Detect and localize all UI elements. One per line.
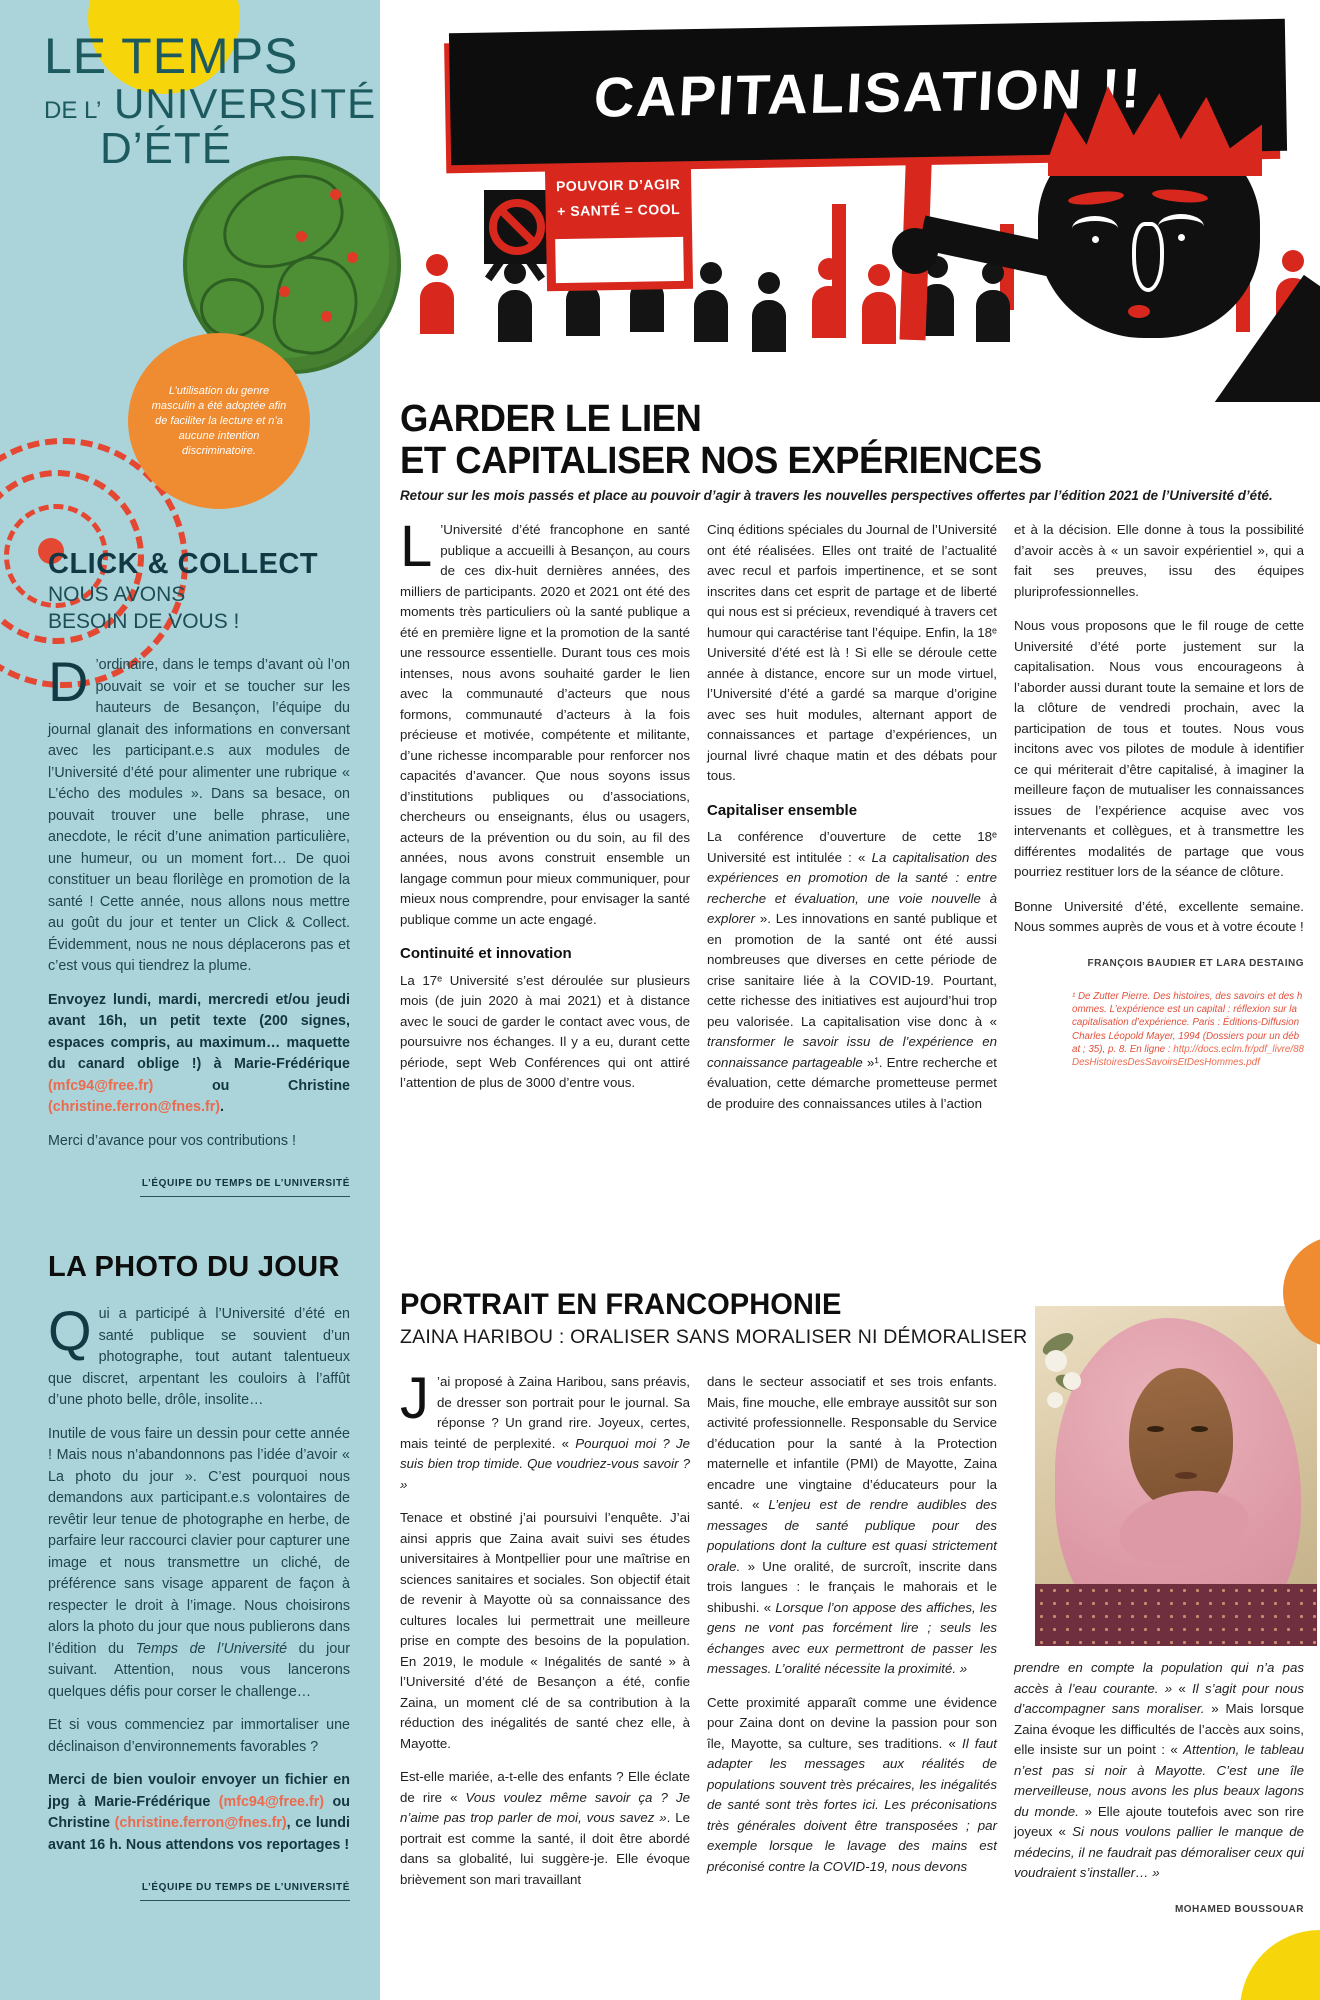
portrait-paragraph: Est-elle mariée, a-t-elle des enfants ? Elle éclate de rire « Vous voulez même savoir ça ? Je n’aime pas trop parler de moi, vous savez ». Le portrait est comme la santé, il doit être abordé dans sa globalité, lui suggère-je. Elle évoque brièvement son mari travaillant (400, 1769, 690, 1887)
pouvoir-dagir-sign (545, 167, 693, 292)
divider (140, 1900, 350, 1901)
character-mouth (1128, 305, 1150, 318)
divider (140, 1196, 350, 1197)
click-collect-body (48, 650, 350, 1152)
crowd-figure (752, 272, 786, 352)
flower-decoration (1063, 1372, 1081, 1390)
click-collect-cta: Envoyez lundi, mardi, mercredi et/ou jeudi avant 16h, un petit texte (200 signes, espaces compris, au maximum… maquette du canard oblige !) à Marie-Frédérique (mfc94@free.fr) ou Christine (christine.ferron@fnes.fr). (48, 991, 350, 1115)
article-subhead: Continuité et innovation (400, 945, 572, 962)
face (1129, 1368, 1233, 1510)
protest-illustration (380, 0, 1320, 402)
sign-line-1: POUVOIR D’AGIR (555, 175, 681, 195)
dropcap: D (48, 650, 89, 713)
portrait-column-3 (1014, 1658, 1304, 1920)
article-headline-line1: GARDER LE LIEN (400, 398, 702, 440)
gender-note-text: L’utilisation du genre masculin a été adoptée afin de faciliter la lecture et n’a aucune intention discriminatoire. (151, 384, 287, 457)
article-column-1 (400, 514, 690, 1128)
masthead-logo (44, 30, 376, 171)
photo-du-jour-body (48, 1299, 350, 1856)
portrait-paragraph: J ’ai proposé à Zaina Haribou, sans préavis, de dresser son portrait pour le journal. Sa réponse ? Un grand rire. Joyeux, certes, mais teinté de perplexité. « Pourquoi moi ? Je suis bien trop timide. Que voudriez-vous savoir ? » (400, 1366, 690, 1492)
crowd-figure (812, 258, 846, 338)
sign-white-box (555, 237, 684, 283)
character-fist (892, 228, 938, 274)
portrait-column-1 (400, 1366, 690, 1903)
flower-decoration (1047, 1392, 1063, 1408)
click-collect-thanks: Merci d’avance pour vos contributions ! (48, 1132, 296, 1149)
email-or-url-link[interactable]: (mfc94@free.fr) (48, 1077, 154, 1094)
crowd-figure (862, 264, 896, 344)
email-or-url-link[interactable]: http://docs.eclm.fr/pdf_livre/88DesHistoiresDesSavoirsEtDesHommes.pdf (1072, 1043, 1304, 1069)
email-or-url-link[interactable]: (christine.ferron@fnes.fr) (114, 1815, 287, 1831)
article-footnote: ¹ De Zutter Pierre. Des histoires, des savoirs et des hommes. L’expérience est un capital : réflexion sur la capitalisation d’expérience. Paris : Éditions-Diffusion Charles Léopold Mayer, 1994 (Dossiers pour un débat ; 35), p. 8. En ligne : http://docs.eclm.fr/pdf_livre/88DesHistoiresDesSavoirsEtDesHommes.pdf (1072, 991, 1304, 1069)
article-column-3 (1014, 520, 1304, 1128)
portrait-photo (1035, 1306, 1317, 1646)
article-columns (400, 514, 1306, 1128)
sidebar (0, 0, 380, 2000)
article-headline-line2: ET CAPITALISER NOS EXPÉRIENCES (400, 440, 1042, 482)
photo-du-jour-paragraph-1: Qui a participé à l’Université d’été en santé publique se souvient d’un photographe, tout autant talentueux que discret, arpentant les couloirs à l’affût d’une photo belle, drôle, insolite… (48, 1299, 350, 1408)
crowd-figure (976, 262, 1010, 342)
crowd-figure-arms-up (498, 262, 532, 342)
gender-note-bubble (128, 333, 310, 509)
article-paragraph: Bonne Université d’été, excellente semaine. Nous sommes auprès de vous et à votre écoute ! (1014, 898, 1304, 934)
portrait-heading: PORTRAIT EN FRANCOPHONIE (400, 1288, 842, 1321)
article-standfirst: Retour sur les mois passés et place au pouvoir d’agir à travers les nouvelles perspectives offertes par l’édition 2021 de l’Université d’été. (400, 488, 1273, 503)
article-paragraph: La 17ᵉ Université s’est déroulée sur plusieurs mois (de juin 2020 à mai 2021) et à distance avec le souci de garder le contact avec vous, de poursuivre nos échanges. Il y a eu, durant cette période, sept Web Conférences qui ont attiré l’attention de plus de 3000 d’entre vous. (400, 972, 690, 1090)
dropcap: J (400, 1366, 429, 1431)
portrait-paragraph: Tenace et obstiné j’ai poursuivi l’enquête. J’ai ainsi appris que Zaina avait suivi ses études universitaires à Montpellier pour une maîtrise en sciences sanitaires et sociales. Son objectif était de revenir à Mayotte où sa connaissance des cultures locales lui permettrait une meilleure prise en compte des besoins de la population. En 2019, le module « Inégalités de santé » à l’Université d’été de Besançon a été, confie Zaina, un moment clé de sa contribution à la réduction des inégalités de santé chez elle, à Mayotte. (400, 1510, 690, 1751)
click-collect-paragraph: D ’ordinaire, dans le temps d’avant où l’on pouvait se voir et se toucher sur les hauteurs de Besançon, l’équipe du journal glanait des informations en conversant avec les participant.e.s aux modules de l’Université d’été pour alimenter une rubrique « L’écho des modules ». Dans sa besace, on pouvait trouver une belle phrase, une anecdote, le récit d’une animation particulière, une humeur, ou un moment fort… De quoi constituer un beau florilège en promotion de la santé ! Cette année, nous allons nous mettre au goût du jour et tenter un Click & Collect. Évidemment, nous ne nous déplacerons pas et c’est vous qui tiendrez la plume. (48, 650, 350, 974)
article-byline: FRANÇOIS BAUDIER ET LARA DESTAING (1087, 957, 1304, 969)
portrait-paragraph: dans le secteur associatif et ses trois enfants. Mais, fine mouche, elle embraye aussitôt sur son activité professionnelle. Responsable du Service d’éducation pour la santé à la Protection maternelle et infantile (PMI) de Mayotte, Zaina encadre une vingtaine d’éducateurs pour la santé. « L’enjeu est de rendre audibles des messages de santé publique pour des populations dont la culture est quasi strictement orale. » Une oralité, de surcroît, inscrite dans trois langues : le français le mahorais et le shibushi. « Lorsque l’on appose des affiches, les gens ne vont pas forcément lire ; seuls les échanges avec eux permettront de passer les messages. L’oralité nécessite la proximité. » (707, 1374, 997, 1676)
masthead-line2 (44, 82, 376, 126)
article-paragraph: Nous vous proposons que le fil rouge de cette Université d’été porte justement sur la capitalisation. Nous vous encourageons à l’aborder aussi durant toute la semaine et lors de la clôture de vendredi prochain, avec la participation de tous et toutes. Nous vous incitons avec vos pilotes de module à identifier ce qui mériterait d’être capitalisé, à imaginer la meilleure façon de mutualiser les connaissances issues de l’expérience acquise avec vos intervenants et collègues, et à transmettre les différentes modalités de partage que vous pourriez restituer lors de la séance de clôture. (1014, 618, 1304, 879)
sidebar-content (48, 548, 350, 1901)
character-nose (1132, 222, 1164, 292)
prohibition-placard (484, 190, 550, 264)
crowd-figure (420, 254, 454, 334)
portrait-column-2 (707, 1372, 997, 1890)
masthead-line3: D’ÉTÉ (100, 123, 233, 173)
capitalisation-banner-text: CAPITALISATION !! (592, 55, 1144, 129)
portrait-paragraph: prendre en compte la population qui n’a pas accès à l’eau courante. » « Il s’agit pour nous d’accompagner sans moraliser. » Mais lorsque Zaina évoque les difficultés de l’accès aux soins, elle insiste sur un point : « Attention, le tableau n’est pas si noir à Mayotte. C’est une île merveilleuse, nous avons les plus beaux lagons du monde. » Elle ajoute toutefois avec son rire joyeux « Si nous voulons pallier le manque de médecins, il ne faudrait pas démoraliser ceux qui voudraient s’installer… » (1014, 1660, 1305, 1880)
click-collect-title: CLICK & COLLECT (48, 548, 319, 580)
dropcap: Q (48, 1299, 92, 1362)
email-or-url-link[interactable]: (christine.ferron@fnes.fr) (48, 1099, 221, 1115)
article-subhead: Capitaliser ensemble (707, 801, 858, 819)
dress (1035, 1584, 1317, 1646)
photo-du-jour-title: LA PHOTO DU JOUR (48, 1251, 340, 1283)
masthead-line1: LE TEMPS (44, 28, 299, 84)
photo-du-jour-paragraph-3: Et si vous commenciez par immortaliser une déclinaison d’environnements favorables ? (48, 1717, 350, 1755)
masthead-line2-small: DE L’ (44, 97, 102, 124)
prohibition-icon (489, 199, 545, 255)
article-paragraph: L ’Université d’été francophone en santé publique a accueilli à Besançon, au cours de ces dix-huit dernières années, des milliers de participants. 2020 et 2021 ont été des moments très particuliers où la santé publique a été en première ligne et la promotion de la santé une ressource essentielle. Durant tous ces mois intenses, nous avons souhaité garder le lien avec la communauté d’acteurs que nous formons, communauté d’acteurs à la fois précieuse et motivée, compétente et militante, d’une richesse incomparable pour renforcer nos capacités d’avancer. Que nous soyons issus d’institutions publiques ou d’associations, chercheurs ou enseignants, élus ou usagers, acteurs de la prévention ou du soin, au fil des années, nous avons construit ensemble un langage commun pour mieux communiquer, pour mieux nous comprendre, pour envisager la santé publique comme un acte engagé. (400, 514, 690, 927)
main-content (380, 0, 1320, 2000)
article-column-2 (707, 520, 997, 1128)
photo-du-jour-cta: Merci de bien vouloir envoyer un fichier en jpg à Marie-Frédérique (mfc94@free.fr) ou Christine (christine.ferron@fnes.fr), ce lundi avant 16 h. Nous attendons vos reportages ! (48, 1772, 350, 1853)
dropcap: L (400, 514, 433, 579)
article-paragraph: La conférence d’ouverture de cette 18ᵉ Université est intitulée : « La capitalisation des expériences en promotion de la santé : entre recherche et évaluation, une voie nouvelle à explorer ». Les innovations en santé publique et en promotion de la santé ont été aussi nombreuses que diverses en cette période de crise sanitaire liée à la COVID-19. Pourtant, cette richesse des initiatives est aujourd’hui trop peu valorisée. La capitalisation vise donc à « transformer le savoir issu de l’expérience en connaissance partageable »¹. Entre recherche et évaluation, cette démarche prometteuse permet de produire des connaissances utiles à l’action (707, 829, 998, 1111)
article-paragraph: et à la décision. Elle donne à tous la possibilité d’avoir accès à « un savoir expérientiel », qui a fait ses preuves, issu des équipes pluriprofessionnelles. (1014, 522, 1304, 599)
article-paragraph: Cinq éditions spéciales du Journal de l’Université ont été réalisées. Elles ont traité de l’actualité avec recul et parfois impertinence, et se sont inscrites dans cet esprit de partage et de liberté qui nous est si précieux, revendiqué à travers cet humour qui caractérise tant l’équipe. Enfin, la 18ᵉ Université d’été est là ! Si elle se déroule cette année à distance, encore sur un mode virtuel, l’Université d’été a gardé sa marque d’origine avec ses huit modules, alternant apport de connaissances et partage d’expériences, un journal livré chaque matin et des débats pour tous. (707, 522, 997, 783)
email-or-url-link[interactable]: (mfc94@free.fr) (218, 1793, 325, 1810)
team-signature: L’ÉQUIPE DU TEMPS DE L’UNIVERSITÉ (141, 1178, 350, 1189)
portrait-paragraph: Cette proximité apparaît comme une évidence pour Zaina dont on devine la passion pour son île, Mayotte, sa culture, ses traditions. « Il faut adapter les messages aux réalités de populations souvent très précaires, les inégalités de santé sont très fortes ici. Les préconisations très générales doivent être transposées ; par exemple lorsque le lavage des mains est préconisé contre la COVID-19, nous devons (707, 1694, 997, 1874)
team-signature: L’ÉQUIPE DU TEMPS DE L’UNIVERSITÉ (141, 1882, 350, 1893)
masthead-line2-big: UNIVERSITÉ (114, 80, 377, 127)
click-collect-subtitle: NOUS AVONS BESOIN DE VOUS ! (48, 583, 240, 633)
crowd-figure (694, 262, 728, 342)
flower-decoration (1045, 1350, 1067, 1372)
photo-du-jour-paragraph-2: Inutile de vous faire un dessin pour cette année ! Mais nous n’abandonnons pas l’idée d’avoir « La photo du jour ». C’est pourquoi nous demandons aux participant.e.s volontaires de revêtir leur tenue de photographe en herbe, de parfaire leur raccourci clavier pour capturer une image et nous transmettre un cliché, de préférence sans visage apparent de façon à respecter le droit à l’image. Nous choisirons alors la photo du jour que nous publierons dans l’édition du Temps de l’Université du jour suivant. Attention, nous vous lancerons quelques défis pour corser le challenge… (48, 1425, 350, 1700)
sign-line-2: + SANTÉ = COOL (557, 200, 681, 220)
portrait-subheading: ZAINA HARIBOU : ORALISER SANS MORALISER NI DÉMORALISER (400, 1326, 1028, 1348)
portrait-byline: MOHAMED BOUSSOUAR (1174, 1903, 1304, 1915)
